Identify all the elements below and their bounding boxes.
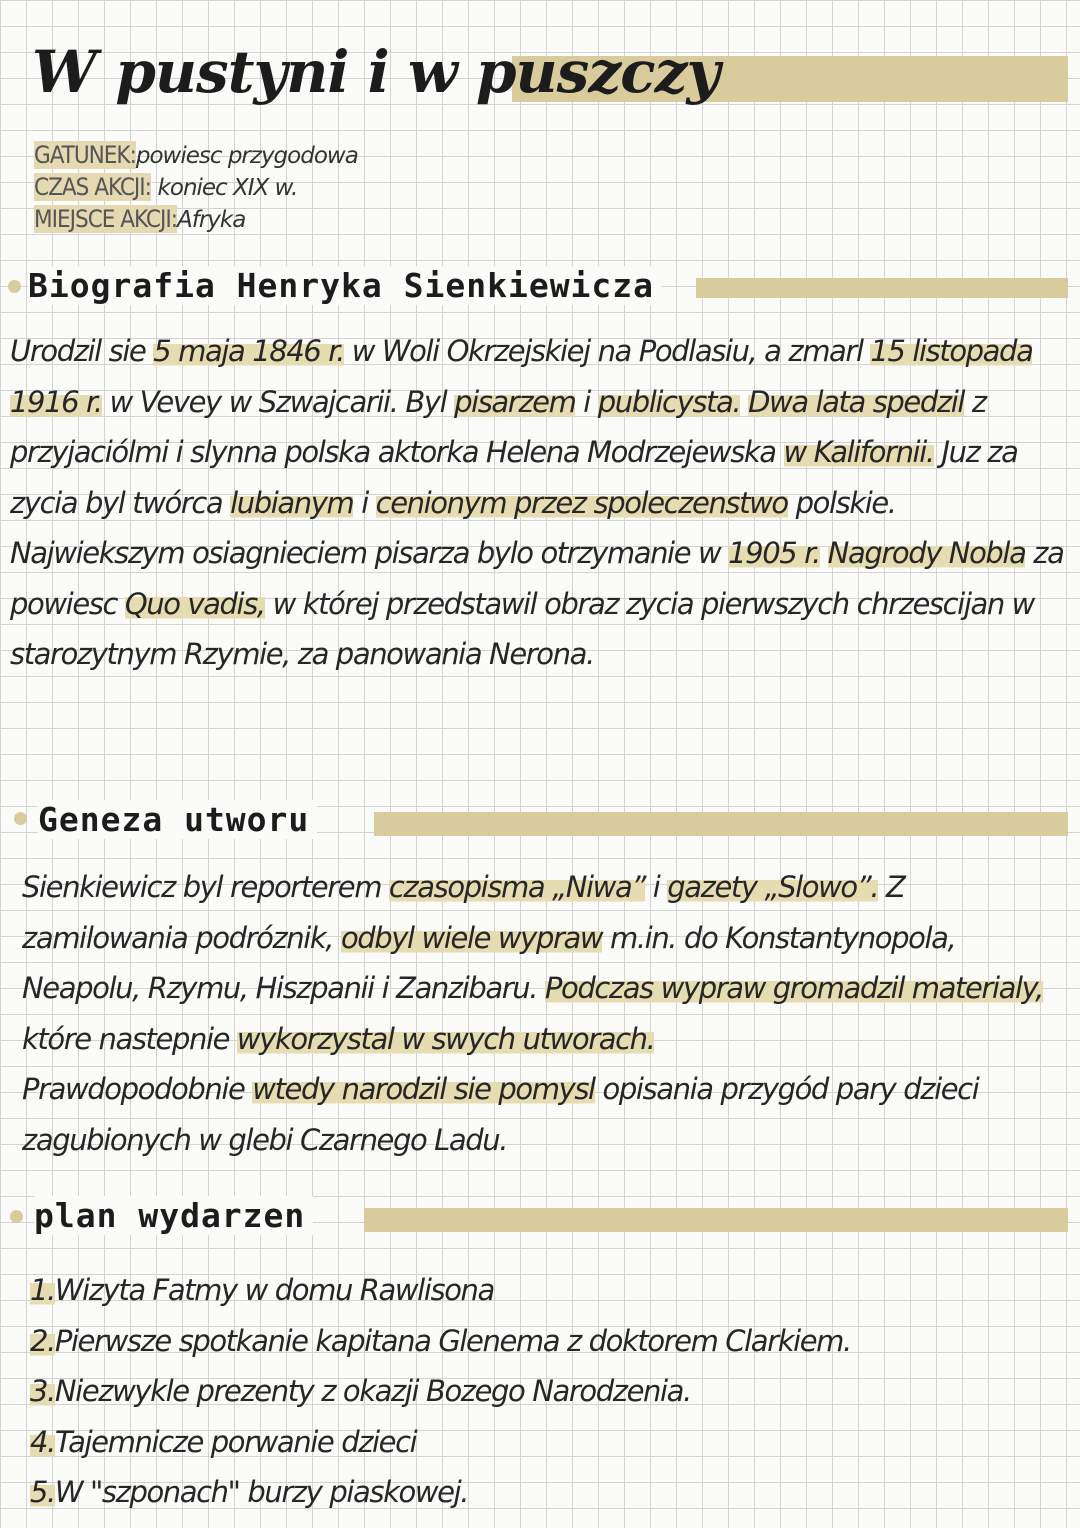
section-heading-plan: plan wydarzen	[34, 1196, 313, 1235]
text-run: opisania przygód pary dzieci zagubionych w glebi Czarnego Ladu.	[22, 1072, 979, 1157]
text-run: za powiesc	[10, 536, 1064, 621]
plan-item-number: 1.	[30, 1273, 55, 1307]
highlighted-text: Dwa lata spedzil	[748, 384, 965, 419]
meta-label: CZAS AKCJI:	[34, 173, 151, 201]
text-run: Urodzil sie	[10, 334, 154, 368]
bullet-dot	[8, 280, 21, 293]
highlighted-text: pisarzem	[454, 384, 576, 419]
highlighted-text: lubianym	[230, 485, 354, 520]
section-heading-geneza: Geneza utworu	[38, 800, 317, 839]
text-run: w której przedstawil obraz zycia pierwszych chrzescijan w starozytnym Rzymie, za panowania Nerona.	[10, 586, 1034, 671]
text-run: polskie.	[787, 485, 896, 520]
plan-item	[30, 1316, 851, 1367]
highlighted-text: gazety „Slowo”.	[667, 870, 879, 904]
text-run: i	[575, 384, 598, 419]
plan-item-number: 4.	[30, 1424, 55, 1459]
highlighted-text: publicysta.	[597, 384, 741, 419]
meta-value: koniec XIX w.	[157, 175, 298, 201]
text-run: Juz za zycia byl twórca	[10, 435, 1018, 520]
plan-item-number: 5.	[30, 1475, 55, 1509]
plan-heading-bar	[364, 1208, 1068, 1232]
text-run: w Vevey w Szwajcarii. Byl	[101, 384, 455, 419]
highlighted-text: Quo vadis,	[124, 586, 265, 621]
bullet-dot	[14, 812, 27, 825]
meta-value: powiesc przygodowa	[135, 143, 358, 169]
text-run: w Woli Okrzejskiej na Podlasiu, a zmarl	[343, 334, 871, 368]
bio-paragraph	[10, 326, 1065, 680]
highlighted-text: 5 maja 1846 r.	[153, 334, 344, 368]
bio-heading-bar	[696, 278, 1068, 298]
meta-time	[34, 172, 297, 203]
plan-item-text: Niezwykle prezenty z okazji Bozego Narodzenia.	[54, 1374, 691, 1408]
section-heading-bio: Biografia Henryka Sienkiewicza	[28, 266, 662, 305]
text-run: Najwiekszym osiagnieciem pisarza bylo otrzymanie w	[10, 536, 729, 570]
highlighted-text: w Kalifornii.	[783, 435, 934, 469]
meta-value: Afryka	[176, 207, 246, 233]
geneza-paragraph	[22, 862, 1067, 1165]
meta-place	[34, 204, 245, 235]
text-run: i	[353, 485, 376, 520]
text-run: Prawdopodobnie	[22, 1072, 253, 1106]
highlighted-text: 15 listopada 1916 r.	[10, 334, 1033, 419]
plan-list	[30, 1265, 851, 1518]
plan-item	[30, 1366, 851, 1417]
plan-item-text: Wizyta Fatmy w domu Rawlisona	[54, 1273, 494, 1307]
plan-item	[30, 1265, 851, 1316]
text-run	[820, 536, 828, 570]
highlighted-text: wykorzystal w swych utworach.	[236, 1021, 655, 1056]
geneza-heading-bar	[374, 812, 1068, 836]
meta-label: MIEJSCE AKCJI:	[34, 205, 177, 233]
text-run	[740, 385, 748, 419]
highlighted-text: wtedy narodzil sie pomysl	[252, 1072, 595, 1106]
text-run: które nastepnie	[22, 1021, 237, 1056]
plan-item-text: Pierwsze spotkanie kapitana Glenema z doktorem Clarkiem.	[54, 1323, 851, 1358]
plan-item	[30, 1417, 851, 1468]
meta-genre	[34, 140, 358, 171]
highlighted-text: czasopisma „Niwa”	[388, 870, 645, 904]
plan-item	[30, 1467, 851, 1518]
text-run: Sienkiewicz byl reporterem	[22, 870, 389, 904]
plan-item-number: 2.	[30, 1323, 55, 1358]
text-run: z przyjaciólmi i slynna polska aktorka Helena Modrzejewska	[10, 384, 986, 469]
text-run: Z zamilowania podróznik,	[22, 870, 905, 955]
bullet-dot	[10, 1210, 23, 1223]
highlighted-text: Nagrody Nobla	[827, 536, 1026, 570]
plan-item-text: W "szponach" burzy piaskowej.	[54, 1475, 469, 1509]
page-title: W pustyni i w puszczy	[32, 38, 720, 106]
text-run: m.in. do Konstantynopola, Neapolu, Rzymu, Hiszpanii i Zanzibaru.	[22, 920, 956, 1005]
plan-item-text: Tajemnicze porwanie dzieci	[54, 1424, 417, 1459]
highlighted-text: Podczas wypraw gromadzil materialy,	[544, 971, 1043, 1005]
highlighted-text: 1905 r.	[728, 536, 820, 570]
meta-label: GATUNEK:	[34, 141, 136, 169]
text-run: i	[644, 870, 668, 904]
highlighted-text: odbyl wiele wypraw	[340, 920, 603, 955]
plan-item-number: 3.	[30, 1374, 55, 1408]
highlighted-text: cenionym przez spoleczenstwo	[375, 485, 788, 520]
